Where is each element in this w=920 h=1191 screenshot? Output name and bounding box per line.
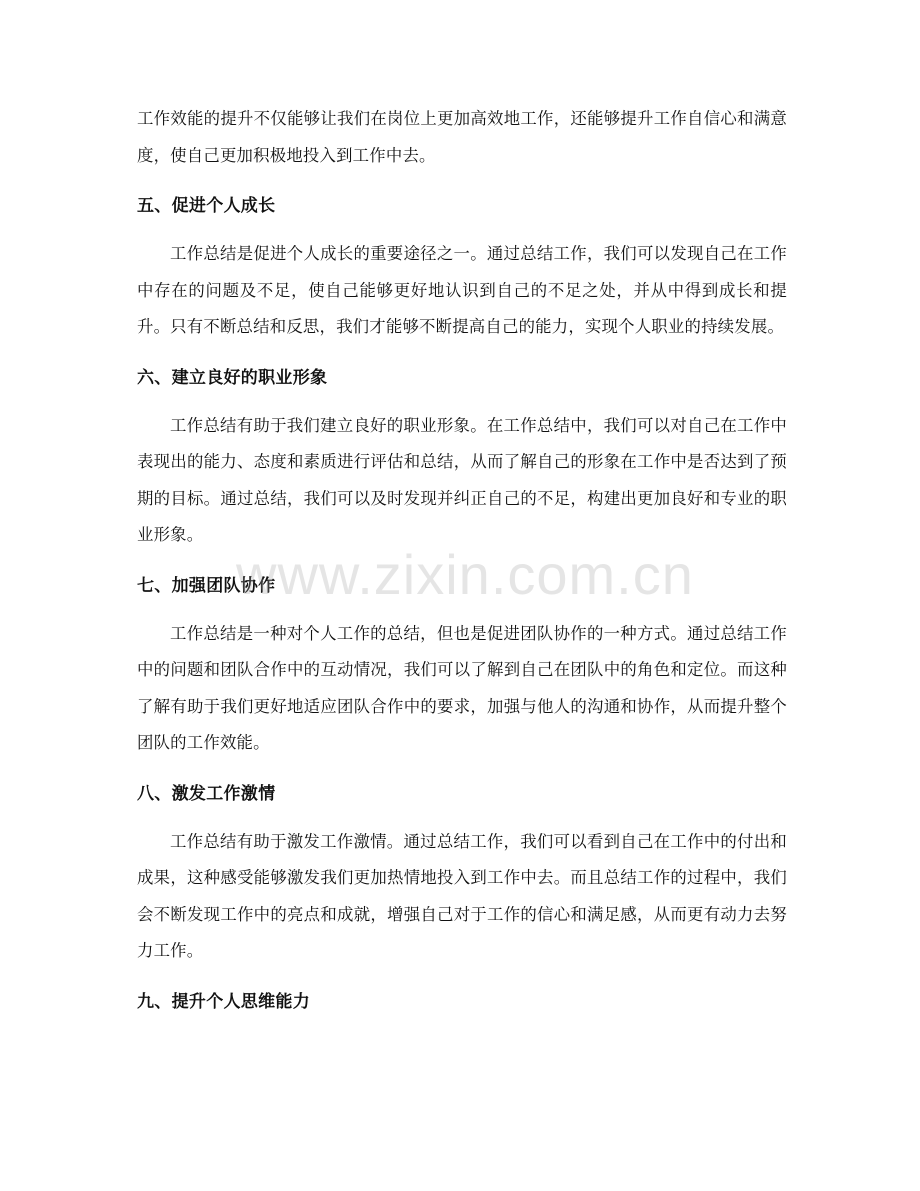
section-body-8: 工作总结有助于激发工作激情。通过总结工作，我们可以看到自己在工作中的付出和成果，这种感受能够激发我们更加热情地投入到工作中去。而且总结工作的过程中，我们会不断发现工作中的亮点和成就，增强自己对于工作的信心和满足感，从而更有动力去努力工作。 [137, 831, 787, 960]
intro-paragraph: 工作效能的提升不仅能够让我们在岗位上更加高效地工作，还能够提升工作自信心和满意度，使自己更加积极地投入到工作中去。 [137, 109, 787, 165]
section-body-5: 工作总结是促进个人成长的重要途径之一。通过总结工作，我们可以发现自己在工作中存在的问题及不足，使自己能够更好地认识到自己的不足之处，并从中得到成长和提升。只有不断总结和反思，我们才能够不断提高自己的能力，实现个人职业的持续发展。 [137, 244, 787, 336]
watermark-text: www.zixin.com.cn [236, 543, 694, 606]
document-content [137, 101, 787, 1014]
section-heading-9: 九、提升个人思维能力 [137, 991, 310, 1012]
section-body-6: 工作总结有助于我们建立良好的职业形象。在工作总结中，我们可以对自己在工作中表现出的能力、态度和素质进行评估和总结，从而了解自己的形象在工作中是否达到了预期的目标。通过总结，我们可以及时发现并纠正自己的不足，构建出更加良好和专业的职业形象。 [137, 415, 787, 544]
section-heading-6: 六、建立良好的职业形象 [137, 367, 328, 388]
section-heading-7: 七、加强团队协作 [137, 575, 276, 596]
section-heading-5: 五、促进个人成长 [137, 196, 276, 216]
section-heading-8: 八、激发工作激情 [137, 783, 276, 804]
section-body-7: 工作总结是一种对个人工作的总结，但也是促进团队协作的一种方式。通过总结工作中的问题和团队合作中的互动情况，我们可以了解到自己在团队中的角色和定位。而这种了解有助于我们更好地适应团队合作中的要求，加强与他人的沟通和协作，从而提升整个团队的工作效能。 [137, 623, 787, 752]
